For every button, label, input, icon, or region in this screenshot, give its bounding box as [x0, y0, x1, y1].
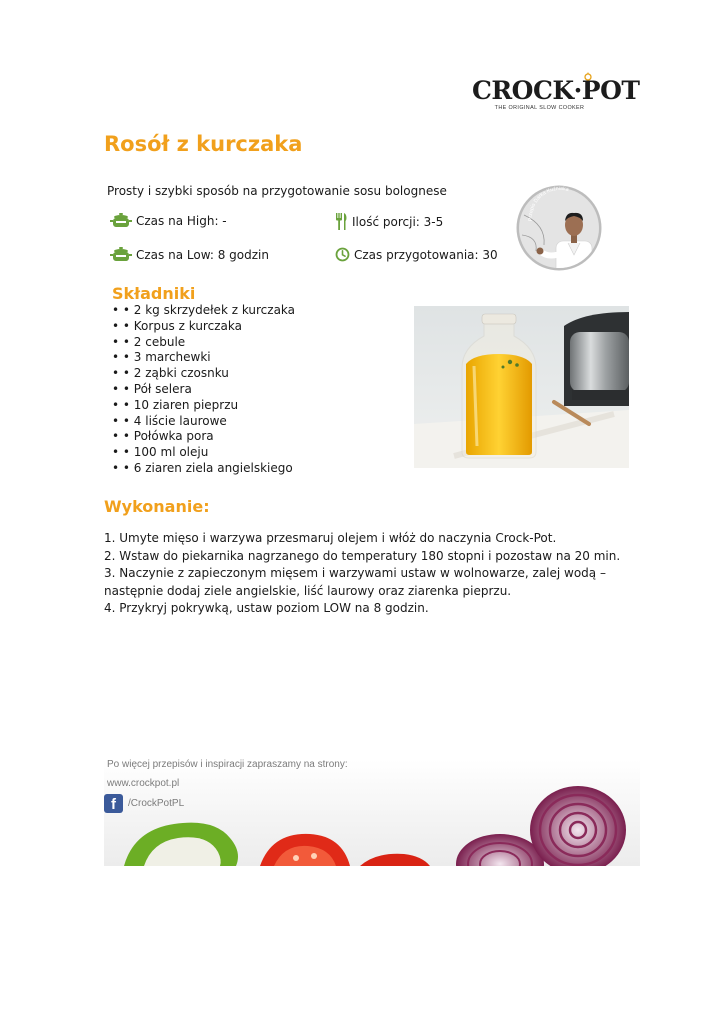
- method-step: 2. Wstaw do piekarnika nagrzanego do temperatury 180 stopni i pozostaw na 20 min.: [104, 548, 621, 563]
- meta-servings: [335, 213, 443, 230]
- logo-tagline: THE ORIGINAL SLOW COOKER: [494, 105, 585, 111]
- method-step: 3. Naczynie z zapieczonym mięsem i warzywami ustaw w wolnowarze, zalej wodą – następnie dodaj ziele angielskie, liść laurowy oraz ziarenka pieprzu.: [104, 566, 606, 598]
- vegetables-banner: [104, 760, 640, 866]
- chef-badge-photo: [516, 185, 602, 271]
- prep-time-label: Czas przygotowania: 30: [354, 247, 498, 262]
- logo-flame-icon: [584, 72, 592, 81]
- clock-icon: [335, 247, 350, 262]
- footer-website-link[interactable]: www.crockpot.pl: [107, 778, 180, 789]
- cutlery-icon: [335, 213, 348, 230]
- slow-cooker-icon: [110, 213, 132, 229]
- ingredient-item: • • 2 ząbki czosnku: [112, 366, 229, 381]
- ingredient-item: • • Korpus z kurczaka: [112, 318, 242, 333]
- ingredient-item: • • Pół selera: [112, 381, 192, 396]
- method-heading: Wykonanie:: [104, 497, 210, 516]
- recipe-intro: Prosty i szybki sposób na przygotowanie sosu bolognese: [107, 184, 447, 198]
- meta-low-time: [110, 247, 269, 263]
- ingredient-item: • • 6 ziaren ziela angielskiego: [112, 460, 293, 475]
- ingredient-item: • • 3 marchewki: [112, 350, 211, 365]
- slow-cooker-icon: [110, 247, 132, 263]
- crock-pot-logo: [472, 76, 640, 118]
- ingredient-item: • • 100 ml oleju: [112, 445, 209, 460]
- meta-prep-time: [335, 247, 498, 262]
- recipe-title: Rosół z kurczaka: [104, 132, 303, 156]
- ingredient-item: • • Połówka pora: [112, 429, 214, 444]
- footer-invite: Po więcej przepisów i inspiracji zapraszamy na strony:: [107, 759, 348, 770]
- logo-wordmark: CROCK·POT: [472, 76, 640, 105]
- facebook-icon[interactable]: f: [104, 794, 123, 813]
- ingredients-heading: Składniki: [112, 284, 196, 303]
- high-time-label: Czas na High: -: [136, 214, 227, 228]
- low-time-label: Czas na Low: 8 godzin: [136, 248, 269, 262]
- servings-label: Ilość porcji: 3-5: [352, 214, 444, 229]
- chef-badge-text: Przepis Darka Kuźniaka: [527, 185, 570, 222]
- ingredients-list: [112, 303, 295, 477]
- footer-facebook-link[interactable]: /CrockPotPL: [128, 798, 185, 809]
- method-step: 1. Umyte mięso i warzywa przesmaruj olejem i włóż do naczynia Crock-Pot.: [104, 531, 557, 545]
- recipe-photo: [414, 306, 629, 468]
- ingredient-item: • • 2 cebule: [112, 334, 186, 349]
- method-step: 4. Przykryj pokrywką, ustaw poziom LOW na 8 godzin.: [104, 601, 429, 615]
- ingredient-item: • • 10 ziaren pieprzu: [112, 397, 239, 412]
- method-steps: [104, 530, 624, 618]
- ingredient-item: • • 2 kg skrzydełek z kurczaka: [112, 303, 296, 317]
- ingredient-item: • • 4 liście laurowe: [112, 413, 227, 428]
- meta-high-time: [110, 213, 227, 229]
